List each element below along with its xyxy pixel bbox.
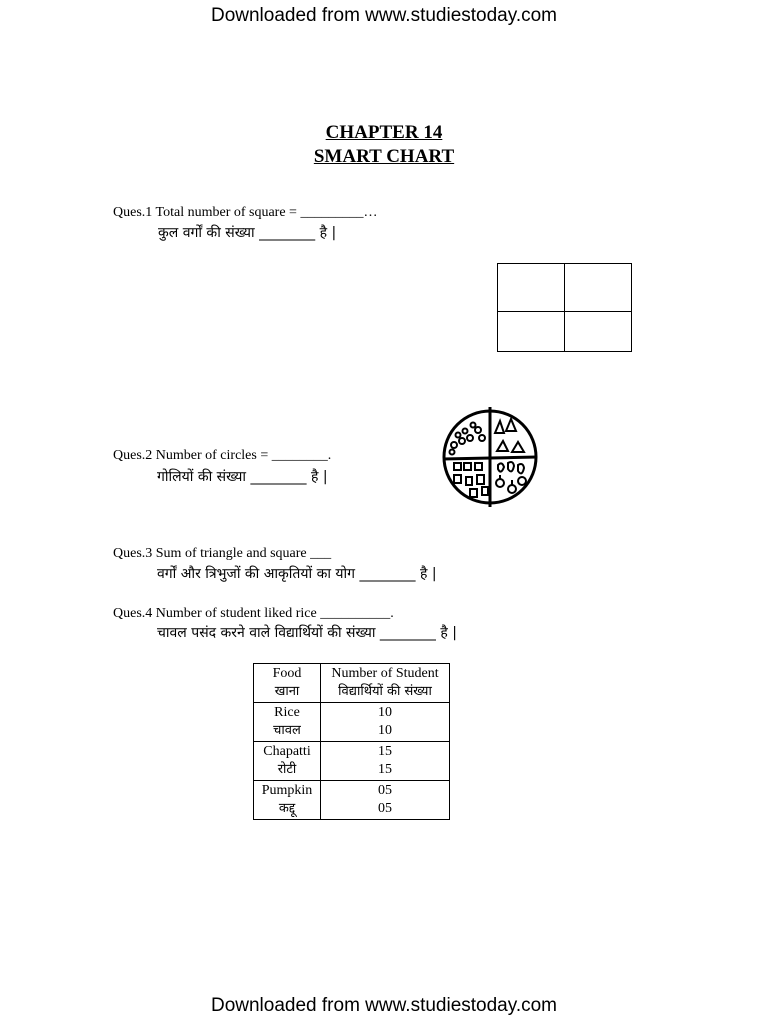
chapter-subtitle: SMART CHART xyxy=(313,146,455,167)
food-student-table xyxy=(253,663,450,820)
header-food-en: Food xyxy=(272,666,302,681)
four-square-grid xyxy=(497,263,632,352)
count-value: 05 xyxy=(378,783,392,798)
count-value: 05 xyxy=(378,801,392,816)
food-cell xyxy=(254,742,321,781)
table-row xyxy=(254,742,450,781)
table-row xyxy=(254,703,450,742)
count-cell xyxy=(321,742,450,781)
food-en: Chapatti xyxy=(263,744,311,759)
pictograph-circle-figure xyxy=(440,405,540,510)
grid-vertical-line xyxy=(564,264,565,351)
table-row xyxy=(254,781,450,820)
question-4-hindi: चावल पसंद करने वाले विद्यार्थियों की संख्या ________ है | xyxy=(157,625,457,641)
question-1-hindi: कुल वर्गों की संख्या ________ है | xyxy=(158,225,337,241)
food-hi: कद्दू xyxy=(278,801,296,816)
food-hi: रोटी xyxy=(277,762,297,777)
header-count-hi: विद्यार्थियों की संख्या xyxy=(338,684,432,699)
header-number-of-student xyxy=(321,664,450,703)
food-hi: चावल xyxy=(273,723,301,738)
question-4-english: Ques.4 Number of student liked rice __________. xyxy=(113,606,394,621)
question-1-english: Ques.1 Total number of square = _________… xyxy=(113,205,378,220)
header-food-hi: खाना xyxy=(274,684,300,699)
count-value: 10 xyxy=(378,705,392,720)
food-cell xyxy=(254,703,321,742)
question-2-hindi: गोलियों की संख्या ________ है | xyxy=(157,469,328,485)
question-3-english: Ques.3 Sum of triangle and square ___ xyxy=(113,546,332,561)
header-download-banner[interactable]: Downloaded from www.studiestoday.com xyxy=(210,5,558,26)
count-cell xyxy=(321,703,450,742)
question-2-english: Ques.2 Number of circles = ________. xyxy=(113,448,332,463)
header-count-en: Number of Student xyxy=(331,666,439,681)
footer-download-banner[interactable]: Downloaded from www.studiestoday.com xyxy=(210,995,558,1016)
food-cell xyxy=(254,781,321,820)
grid-horizontal-line xyxy=(498,311,631,312)
count-value: 10 xyxy=(378,723,392,738)
food-en: Pumpkin xyxy=(261,783,313,798)
table-header-row xyxy=(254,664,450,703)
count-cell xyxy=(321,781,450,820)
chapter-title: CHAPTER 14 xyxy=(325,122,443,143)
food-en: Rice xyxy=(274,705,300,720)
count-value: 15 xyxy=(378,744,392,759)
header-food xyxy=(254,664,321,703)
question-3-hindi: वर्गों और त्रिभुजों की आकृतियों का योग ________ है | xyxy=(157,566,437,582)
count-value: 15 xyxy=(378,762,392,777)
